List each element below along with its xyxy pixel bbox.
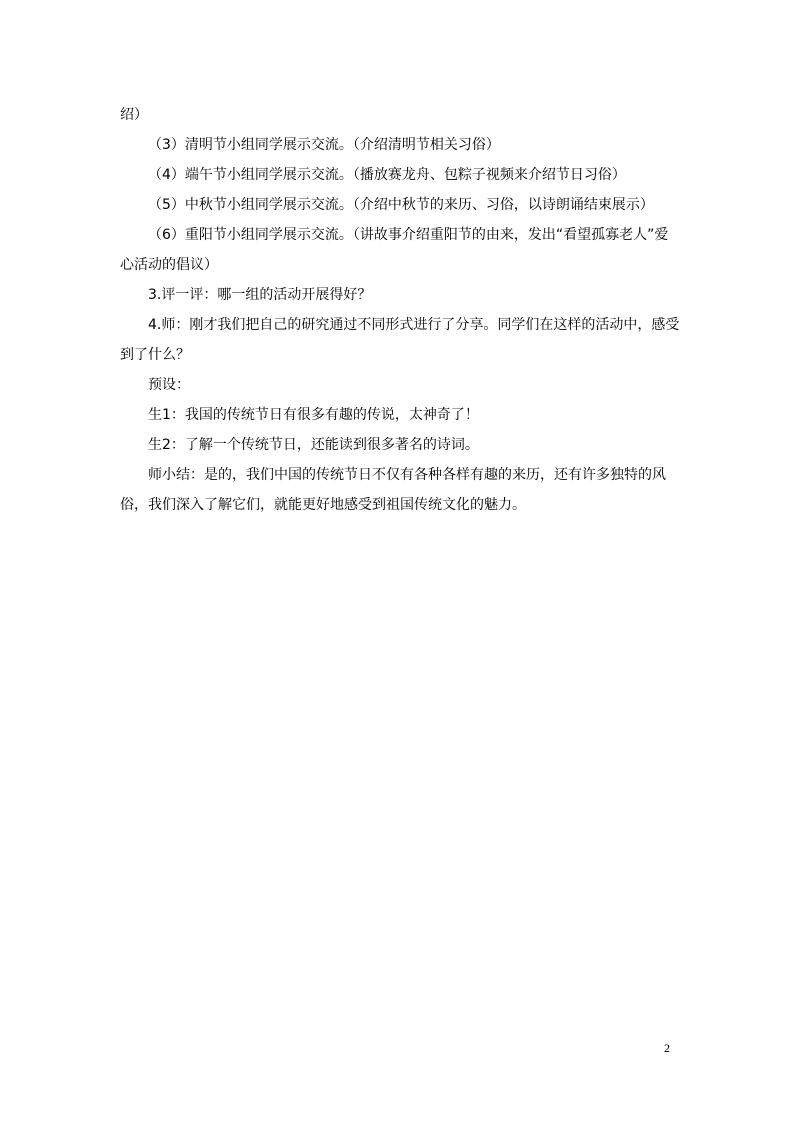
paragraph-teacher-question: 4.师：刚才我们把自己的研究通过不同形式进行了分享。同学们在这样的活动中，感受到了什么？: [120, 317, 680, 363]
paragraph-qingming-group: （3）清明节小组同学展示交流。（介绍清明节相关习俗）: [148, 137, 500, 153]
paragraph-continuation: 绍）: [120, 107, 148, 123]
page-number: 2: [664, 1041, 670, 1055]
paragraph-duanwu-group: （4）端午节小组同学展示交流。（播放赛龙舟、包粽子视频来介绍节日习俗）: [148, 167, 626, 183]
paragraph-preset: 预设：: [148, 377, 190, 393]
paragraph-zhongqiu-group: （5）中秋节小组同学展示交流。（介绍中秋节的来历、习俗，以诗朗诵结束展示）: [148, 197, 654, 213]
paragraph-student-2: 生2：了解一个传统节日，还能读到很多著名的诗词。: [148, 437, 479, 453]
paragraph-evaluate: 3.评一评：哪一组的活动开展得好？: [148, 287, 372, 303]
paragraph-teacher-summary: 师小结：是的，我们中国的传统节日不仅有各种各样有趣的来历，还有许多独特的风俗，我们深入了解它们，就能更好地感受到祖国传统文化的魅力。: [120, 467, 666, 513]
paragraph-chongyang-group: （6）重阳节小组同学展示交流。（讲故事介绍重阳节的由来，发出“看望孤寡老人”爱心活动的倡议）: [120, 227, 669, 273]
document-body: [120, 100, 680, 520]
paragraph-student-1: 生1：我国的传统节日有很多有趣的传说，太神奇了！: [148, 407, 479, 423]
